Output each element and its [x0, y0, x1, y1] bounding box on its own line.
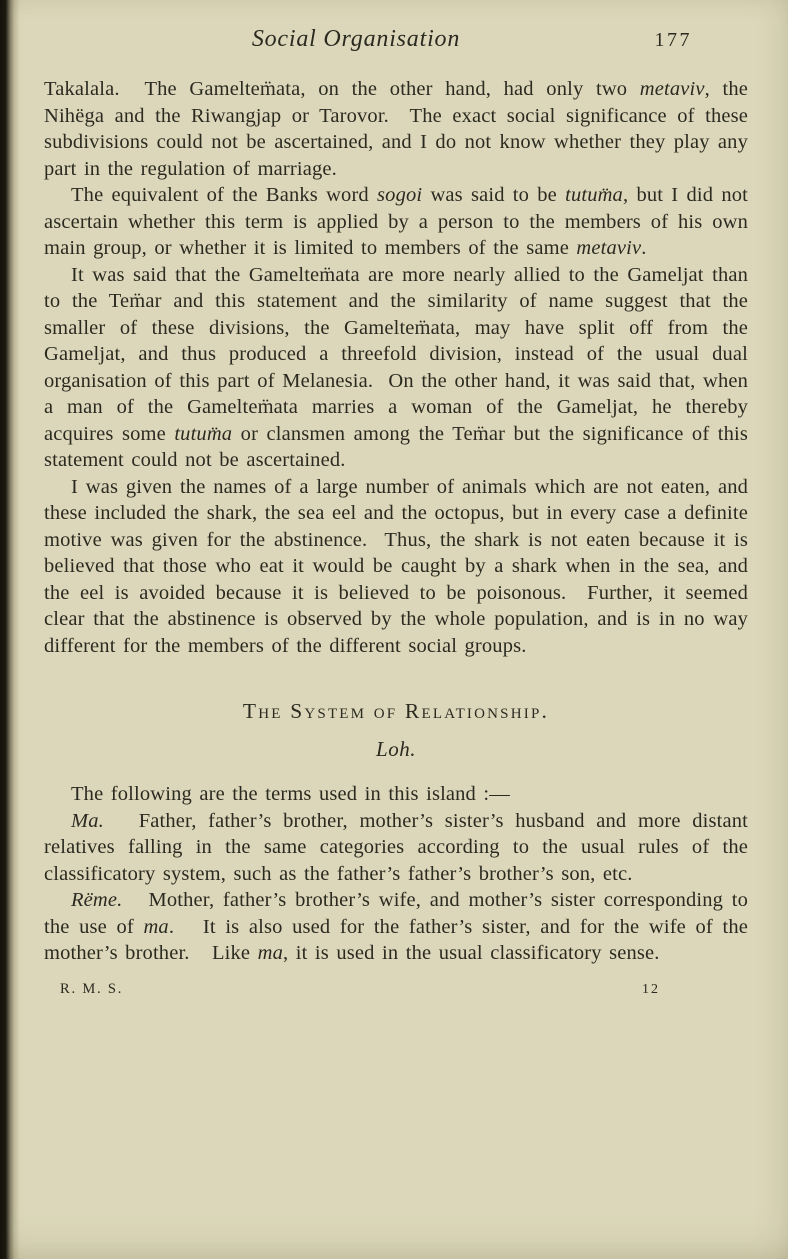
text-run: , the Nihëga and the Riwangjap or Tarovor. The exact social significance of these subdivisions could not be ascertained, and I do not know whether they play any part in the regulation of marriage.: [44, 78, 756, 180]
text-run: .: [641, 237, 647, 259]
page-number: 177: [654, 29, 692, 51]
italic-term: ma: [257, 942, 283, 964]
italic-term: ma: [143, 915, 169, 938]
italic-term: metaviv: [576, 237, 642, 259]
paragraph: [44, 182, 756, 262]
text-run: I was given the names of a large number of animals which are not eaten, and these included the shark, the sea eel and the octopus, but in every case a definite motive was given for the abstinence. Thus, the shark is not eaten because it is believed that those who eat it would be caught by a shark when in the sea, and the eel is avoided because it is believed to be poisonous. Further, it seemed clear that the abstinence is observed by the whole population, and is in no way different for the members of the different social groups.: [44, 475, 756, 657]
text-run: The following are the terms used in this island :—: [71, 783, 510, 805]
running-header: [44, 24, 748, 68]
page-footer: [44, 981, 748, 998]
text-run: was said to be: [422, 184, 566, 206]
section-heading: The System of Relationship.: [242, 699, 550, 723]
text-run: or clansmen among the Tem̈ar but the significance of this statement could not be ascertained.: [44, 422, 756, 471]
text-run: It was said that the Gameltem̈ata are more nearly allied to the Gameljat than to the Tem̈ar and this statement and the similarity of name suggest that the smaller of these divisions, the Gameltem̈ata, may have split off from the Gameljat, and thus produced a threefold division, instead of the usual dual organisation of this part of Melanesia. On the other hand, it was said that, when a man of the Gameltem̈ata marries a woman of the Gameljat, he thereby acquires some: [44, 263, 756, 445]
paragraph: [44, 76, 756, 182]
kin-term: Rëme.: [71, 889, 123, 911]
paragraph: [44, 781, 748, 808]
text-run: Mother, father’s brother’s wife, and mother’s sister corresponding to the use of: [44, 889, 756, 938]
italic-term: sogoi: [377, 184, 423, 206]
italic-term: metaviv: [639, 78, 705, 100]
text-run: . It is also used for the father’s sister, and for the wife of the mother’s brother. Like: [44, 915, 756, 964]
paragraph: [44, 887, 756, 967]
paragraph: [44, 262, 756, 474]
paragraph: [44, 474, 756, 660]
kin-term: Ma.: [71, 809, 104, 832]
italic-term: tutum̈a: [174, 422, 233, 445]
binding-shadow: [0, 0, 20, 1259]
text-run: , but I did not ascertain whether this term is applied by a person to the members of his own main group, or whether it is limited to members of the same: [44, 184, 756, 259]
body-text: [44, 76, 756, 967]
section-subheading: Loh.: [376, 737, 416, 761]
page-content: [44, 24, 756, 998]
printer-signature-number: 12: [642, 981, 660, 997]
paragraph: [44, 808, 756, 888]
book-signature-initials: R. M. S.: [60, 980, 124, 997]
text-run: Father, father’s brother, mother’s sister’s husband and more distant relatives falling in the same categories according to the usual rules of the classificatory system, such as the father’s father’s brother’s son, etc.: [44, 809, 756, 885]
italic-term: tutum̈a: [565, 184, 623, 206]
running-header-title: Social Organisation: [251, 26, 461, 52]
text-run: , it is used in the usual classificatory sense.: [283, 942, 660, 964]
text-run: Takalala. The Gameltem̈ata, on the other hand, had only two: [44, 78, 640, 100]
text-run: The equivalent of the Banks word: [71, 184, 378, 206]
